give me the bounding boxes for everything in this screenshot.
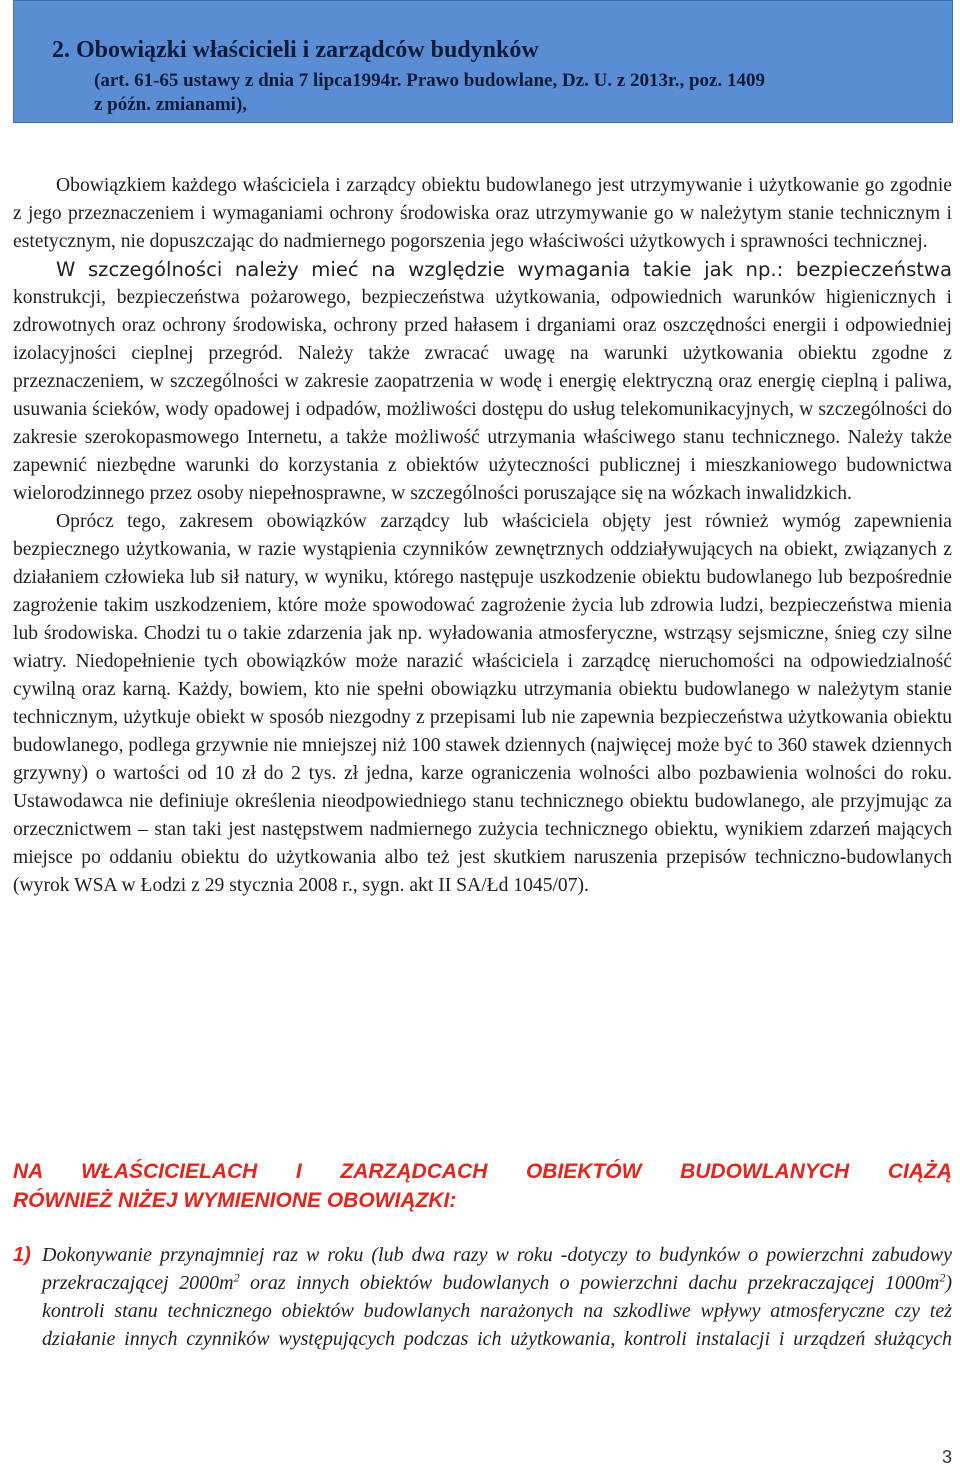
section-subtitle-line1: (art. 61-65 ustawy z dnia 7 lipca1994r. Prawo budowlane, Dz. U. z 2013r., poz. 1409 [94, 70, 765, 91]
paragraph-obligations: Obowiązkiem każdego właściciela i zarządcy obiektu budowlanego jest utrzymywanie i użytkowanie go zgodnie z jego przeznaczeniem i wymaganiami ochrony środowiska oraz utrzymywanie go w należytym stanie technicznym i estetycznym, nie dopuszczając do nadmiernego pogorszenia jego właściwości użytkowych i sprawności technicznej. [13, 175, 952, 252]
obligations-heading-line1: NA WŁAŚCICIELACH I ZARZĄDCACH OBIEKTÓW BUDOWLANYCH CIĄŻĄ [13, 1160, 952, 1183]
section-subtitle-line2: z późn. zmianami), [94, 94, 248, 115]
page-number: 3 [941, 1447, 952, 1467]
list-item-number: 1) [13, 1244, 31, 1266]
section-title: 2. Obowiązki właścicieli i zarządców budynków [52, 37, 539, 63]
obligations-heading-line2: RÓWNIEŻ NIŻEJ WYMIENIONE OBOWIĄZKI: [13, 1189, 457, 1212]
list-item-text-part2: oraz innych obiektów budowlanych o powierzchni dachu przekraczającej 1000m [239, 1272, 940, 1294]
paragraph-requirements: konstrukcji, bezpieczeństwa pożarowego, bezpieczeństwa użytkowania, odpowiednich warunków higienicznych i zdrowotnych oraz ochrony środowiska, ochrony przed hałasem i drganiami oraz oszczędności energii i odpowiedniej izolacyjności cieplnej przegród. Należy także zwracać uwagę na warunki użytkowania obiektu zgodne z przeznaczeniem, w szczególności w zakresie zaopatrzenia w wodę i energię elektryczną oraz energię cieplną i paliwa, usuwania ścieków, wody opadowej i odpadów, możliwości dostępu do usług telekomunikacyjnych, w szczególności do zakresie szerokopasmowego Internetu, a także możliwość utrzymania właściwego stanu technicznego. Należy także zapewnić niezbędne warunki do korzystania z obiektów użyteczności publicznej i mieszkaniowego budownictwa wielorodzinnego przez osoby niepełnosprawne, w szczególności poruszające się na wózkach inwalidzkich. [13, 287, 952, 504]
body-text [13, 172, 952, 900]
superscript-2b: 2 [939, 1270, 946, 1285]
superscript-2: 2 [233, 1270, 240, 1285]
list-item-text [42, 1241, 952, 1353]
list-item-text-part1: Dokonywanie przynajmniej raz w roku (lub dwa razy w roku -dotyczy to budynków o powierzchni zabudowy przekraczającej 2000m [42, 1244, 952, 1294]
requirements-lead-text: W szczególności należy mieć na względzie wymagania takie jak np.: bezpieczeństwa [56, 258, 952, 281]
paragraph-liability: Oprócz tego, zakresem obowiązków zarządcy lub właściciela objęty jest również wymóg zapewnienia bezpiecznego użytkowania, w razie wystąpienia czynników zewnętrznych oddziaływujących na obiekt, związanych z działaniem człowieka lub sił natury, w wyniku, którego następuje uszkodzenie obiektu budowlanego lub bezpośrednie zagrożenie takim uszkodzeniem, które może spowodować zagrożenie życia lub zdrowia ludzi, bezpieczeństwa mienia lub środowiska. Chodzi tu o takie zdarzenia jak np. wyładowania atmosferyczne, wstrząsy sejsmiczne, śnieg czy silne wiatry. Niedopełnienie tych obowiązków może narazić właściciela i zarządcę nieruchomości na odpowiedzialność cywilną oraz karną. Każdy, bowiem, kto nie spełni obowiązku utrzymania obiektu budowlanego w należytym stanie technicznym, użytkuje obiekt w sposób niezgodny z przepisami lub nie zapewnia bezpieczeństwa użytkowania obiektu budowlanego, podlega grzywnie nie mniejszej niż 100 stawek dziennych (najwięcej może być to 360 stawek dziennych grzywny) o wartości od 10 zł do 2 tys. zł jedna, karze ograniczenia wolności albo pozbawienia wolności do roku. Ustawodawca nie definiuje określenia nieodpowiedniego stanu technicznego obiektu budowlanego, ale przyjmując za orzecznictwem – stan taki jest następstwem nadmiernego zużycia technicznego obiektu, wynikiem zdarzeń mających miejsce po oddaniu obiektu do użytkowania albo też jest skutkiem naruszenia przepisów techniczno-budowlanych (wyrok WSA w Łodzi z 29 stycznia 2008 r., sygn. akt II SA/Łd 1045/07). [13, 511, 952, 896]
list-item [13, 1241, 952, 1353]
paragraph-requirements-lead [13, 256, 952, 284]
list-item-text-part3: ) kontroli stanu technicznego obiektów budowlanych narażonych na szkodliwe wpływy atmosferyczne czy też działanie innych czynników występujących podczas ich użytkowania, kontroli instalacji i urządzeń służących [42, 1272, 952, 1350]
section-header-box [13, 0, 953, 123]
obligations-heading [13, 1157, 952, 1215]
